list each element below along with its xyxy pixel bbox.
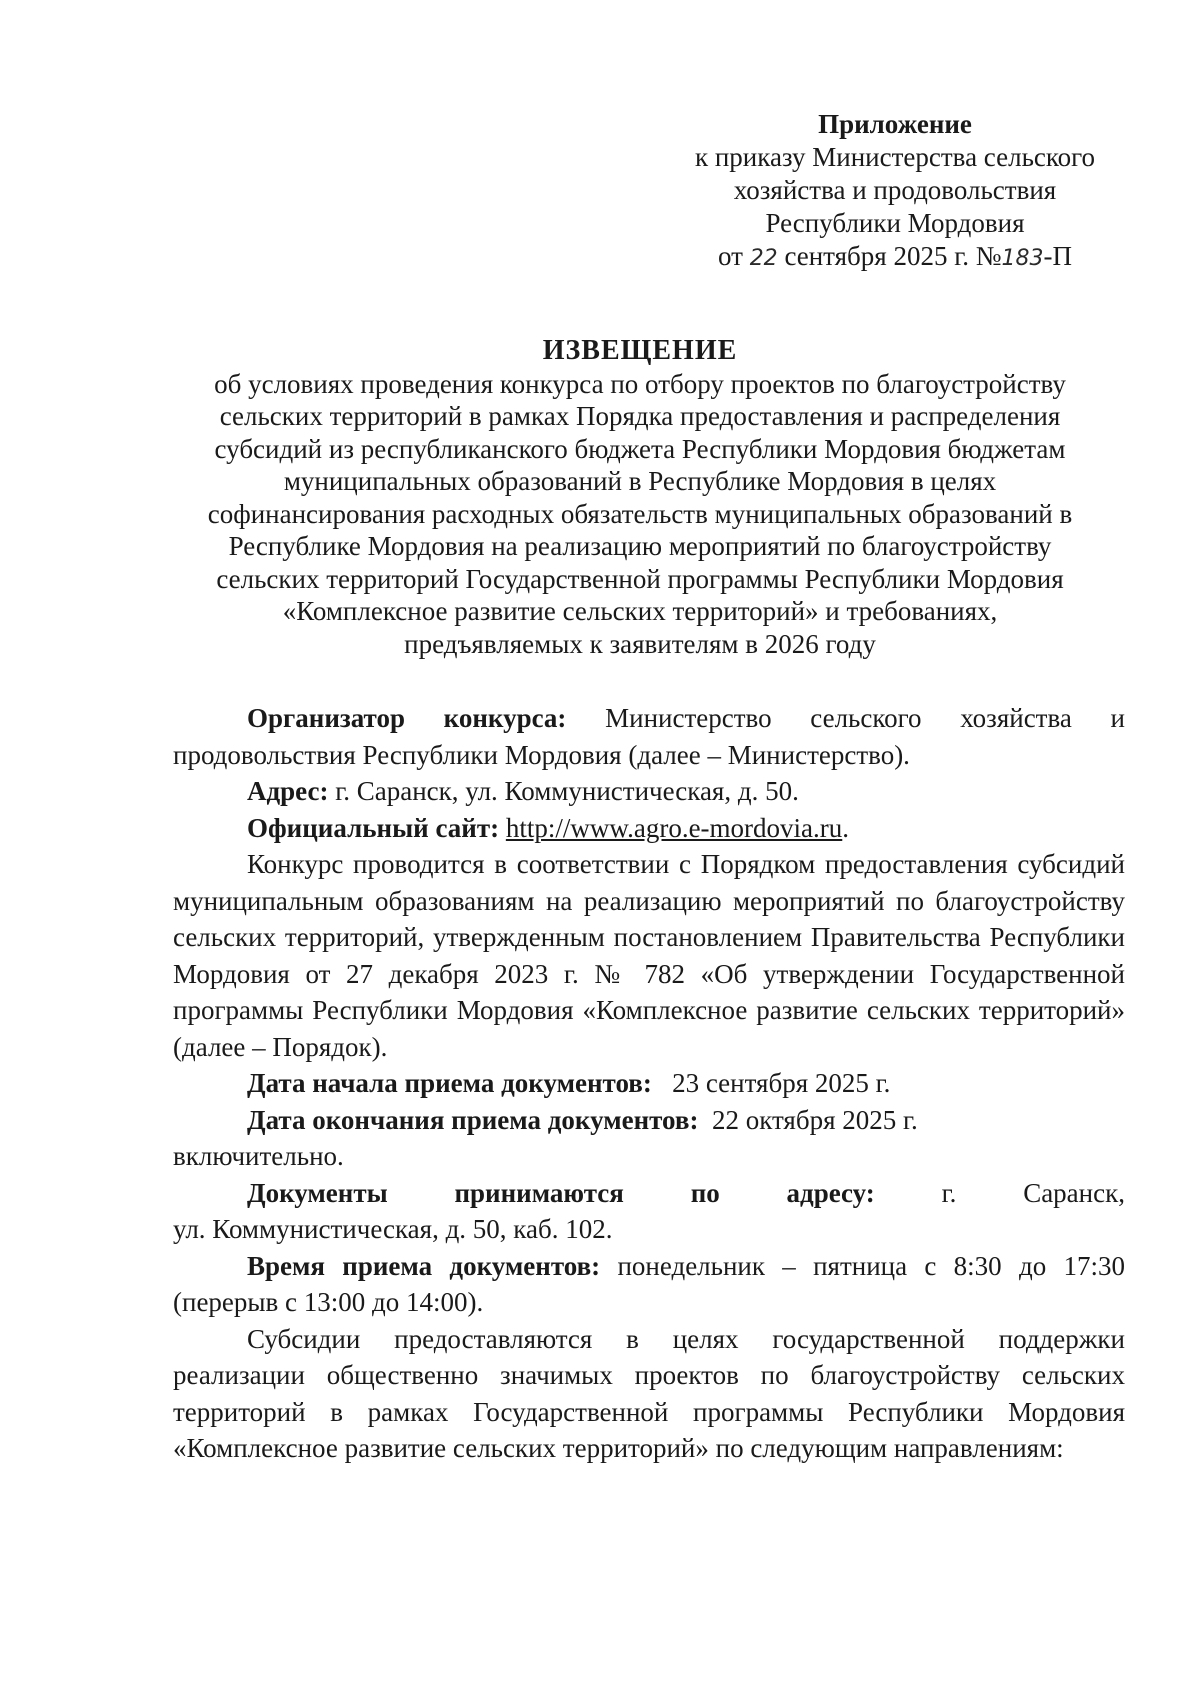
organizer-text: Министерство сельского хозяйства и продовольствия Республики Мордовия (далее – Министерство).	[173, 703, 1125, 770]
appendix-line: Республики Мордовия	[765, 208, 1025, 238]
notice-line: муниципальных образований в Республике Мордовия в целях	[283, 466, 997, 496]
date-suffix: -П	[1043, 241, 1072, 271]
end-date-inclusive: включительно.	[173, 1141, 344, 1171]
handwritten-number: 183	[1001, 246, 1044, 271]
handwritten-day: 22	[749, 246, 778, 271]
start-date-label: Дата начала приема документов:	[247, 1068, 652, 1098]
notice-line: предъявляемых к заявителям в 2026 году	[404, 628, 876, 659]
docs-word: принимаются	[454, 1177, 624, 1208]
notice-heading	[160, 335, 1120, 660]
site-paragraph	[173, 810, 1125, 847]
notice-line: сельских территорий в рамках Порядка предоставления и распределения	[219, 401, 1061, 431]
notice-title: ИЗВЕЩЕНИЕ	[542, 335, 738, 366]
docs-city-prefix: г.	[941, 1177, 957, 1208]
docs-word: по	[690, 1177, 720, 1208]
end-date-label: Дата окончания приема документов:	[247, 1104, 699, 1135]
notice-line: «Комплексное развитие сельских территорий» и требованиях,	[282, 596, 998, 626]
organizer-label: Организатор конкурса:	[247, 703, 567, 733]
notice-body	[173, 700, 1125, 1467]
notice-line: об условиях проведения конкурса по отбору проектов по благоустройству	[214, 368, 1066, 399]
docs-city: Саранск,	[1023, 1177, 1125, 1208]
end-date-value: 22 октября 2025 г.	[711, 1104, 918, 1135]
time-paragraph	[173, 1248, 1125, 1321]
docs-word: адресу:	[786, 1177, 875, 1208]
contest-paragraph: Конкурс проводится в соответствии с Порядком предоставления субсидий муниципальным образованиям на реализацию мероприятий по благоустройству сельских территорий, утвержденным постановлением Правительства Республики Мордовия от 27 декабря 2023 г. № 782 «Об утверждении Государственной программы Республики Мордовия «Комплексное развитие сельских территорий» (далее – Порядок).	[173, 849, 1125, 1062]
appendix-header	[660, 108, 1130, 275]
date-middle: сентября 2025 г. №	[777, 241, 1002, 271]
site-end: .	[842, 812, 850, 843]
address-label: Адрес:	[247, 776, 329, 806]
site-label: Официальный сайт:	[247, 812, 500, 843]
appendix-line: хозяйства и продовольствия	[733, 175, 1057, 205]
appendix-title: Приложение	[818, 109, 972, 139]
documents-address-line	[173, 1175, 1125, 1212]
start-date-paragraph	[173, 1065, 1125, 1102]
docs-word: Документы	[247, 1177, 388, 1208]
appendix-date-line	[660, 240, 1130, 275]
date-prefix: от	[717, 241, 750, 271]
documents-address: ул. Коммунистическая, д. 50, каб. 102.	[173, 1214, 613, 1244]
address-text: г. Саранск, ул. Коммунистическая, д. 50.	[328, 776, 799, 806]
time-label: Время приема документов:	[247, 1250, 601, 1281]
start-date-value: 23 сентября 2025 г.	[672, 1068, 891, 1098]
end-date-paragraph	[173, 1102, 1125, 1139]
notice-line: сельских территорий Государственной программы Республики Мордовия	[216, 563, 1064, 594]
organizer-paragraph	[173, 700, 1125, 773]
notice-line: Республике Мордовия на реализацию мероприятий по благоустройству	[228, 531, 1052, 561]
appendix-line: к приказу Министерства сельского	[694, 142, 1096, 172]
notice-line: софинансирования расходных обязательств муниципальных образований в	[207, 498, 1073, 529]
time-text: понедельник – пятница с 8:30 до 17:30 (перерыв с 13:00 до 14:00).	[173, 1250, 1125, 1317]
notice-line: субсидий из республиканского бюджета Республики Мордовия бюджетам	[214, 433, 1066, 464]
address-paragraph	[173, 773, 1125, 810]
subsidy-paragraph: Субсидии предоставляются в целях государственной поддержки реализации общественно значимых проектов по благоустройству сельских территорий в рамках Государственной программы Республики Мордовия «Комплексное развитие сельских территорий» по следующим направлениям:	[173, 1323, 1125, 1463]
site-link[interactable]: http://www.agro.e-mordovia.ru	[505, 812, 843, 843]
